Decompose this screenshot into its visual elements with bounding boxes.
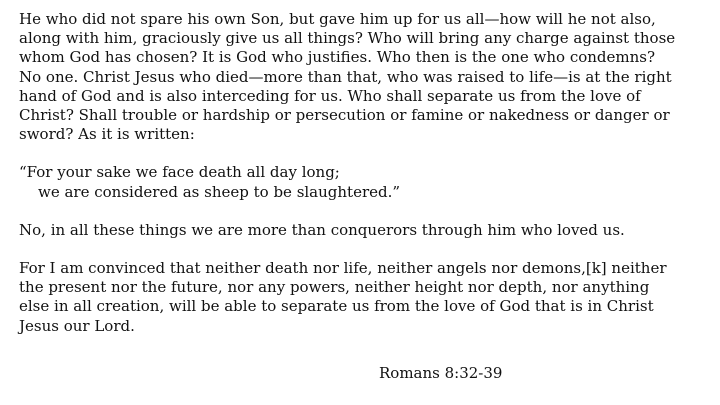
text-line: sword? As it is written: bbox=[19, 125, 195, 144]
text-line: hand of God and is also interceding for us. Who shall separate us from the love of bbox=[19, 86, 641, 105]
text-line: else in all creation, will be able to separate us from the love of God that is in Christ bbox=[19, 297, 654, 316]
paragraph-1 bbox=[19, 10, 706, 144]
quote-line: “For your sake we face death all day long; bbox=[19, 163, 340, 182]
text-line: along with him, graciously give us all things? Who will bring any charge against those bbox=[19, 29, 676, 48]
paragraph-3 bbox=[19, 259, 706, 336]
text-line: Christ? Shall trouble or hardship or persecution or famine or nakedness or danger or bbox=[19, 106, 670, 125]
paragraph-spacer bbox=[19, 144, 706, 163]
quote-line-indented: we are considered as sheep to be slaughtered.” bbox=[38, 182, 401, 201]
text-line: the present nor the future, nor any powers, neither height nor depth, nor anything bbox=[19, 278, 650, 297]
text-line: Jesus our Lord. bbox=[19, 316, 135, 335]
paragraph-spacer bbox=[19, 202, 706, 221]
paragraph-spacer bbox=[19, 240, 706, 259]
text-line: No, in all these things we are more than conquerors through him who loved us. bbox=[19, 220, 625, 239]
text-line: whom God has chosen? It is God who justifies. Who then is the one who condemns? bbox=[19, 48, 656, 67]
text-line: For I am convinced that neither death nor life, neither angels nor demons,[k] neither bbox=[19, 259, 667, 278]
quote-block bbox=[19, 163, 706, 201]
text-line: No one. Christ Jesus who died—more than that, who was raised to life—is at the right bbox=[19, 67, 672, 86]
scripture-citation: Romans 8:32-39 bbox=[379, 364, 503, 382]
text-line: He who did not spare his own Son, but gave him up for us all—how will he not also, bbox=[19, 10, 656, 28]
paragraph-2 bbox=[19, 221, 706, 240]
